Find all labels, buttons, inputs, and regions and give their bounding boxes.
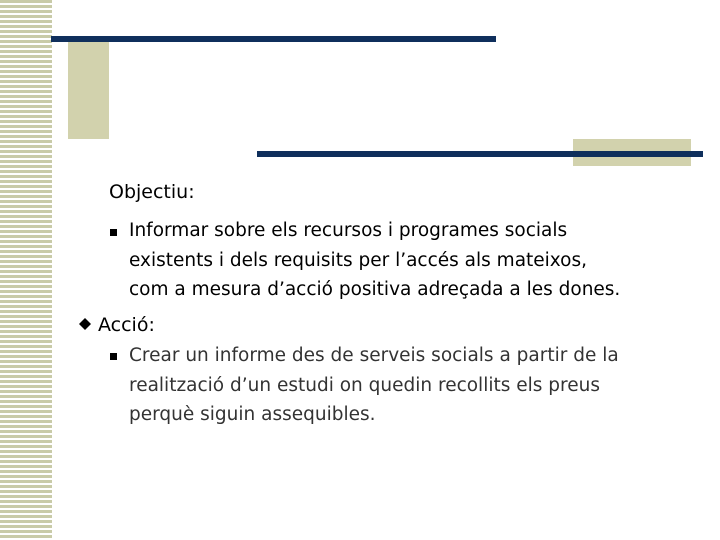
accio-heading: Acció: — [98, 314, 155, 336]
objectiu-line: existents i dels requisits per l’accés als mateixos, — [129, 249, 588, 271]
square-bullet-icon — [110, 353, 117, 360]
objectiu-line: Informar sobre els recursos i programes socials — [129, 220, 568, 241]
diamond-bullet-icon — [79, 318, 91, 330]
square-bullet-icon — [110, 229, 117, 236]
accio-line: perquè siguin assequibles. — [129, 404, 376, 425]
accio-item — [129, 341, 689, 430]
accio-line: realització d’un estudi on quedin recollits els preus — [129, 374, 600, 396]
objectiu-heading: Objectiu: — [109, 181, 195, 203]
objectiu-item — [129, 216, 689, 305]
objectiu-line: com a mesura d’acció positiva adreçada a les dones. — [129, 279, 621, 300]
accio-line: Crear un informe des de serveis socials a partir de la — [129, 345, 619, 366]
